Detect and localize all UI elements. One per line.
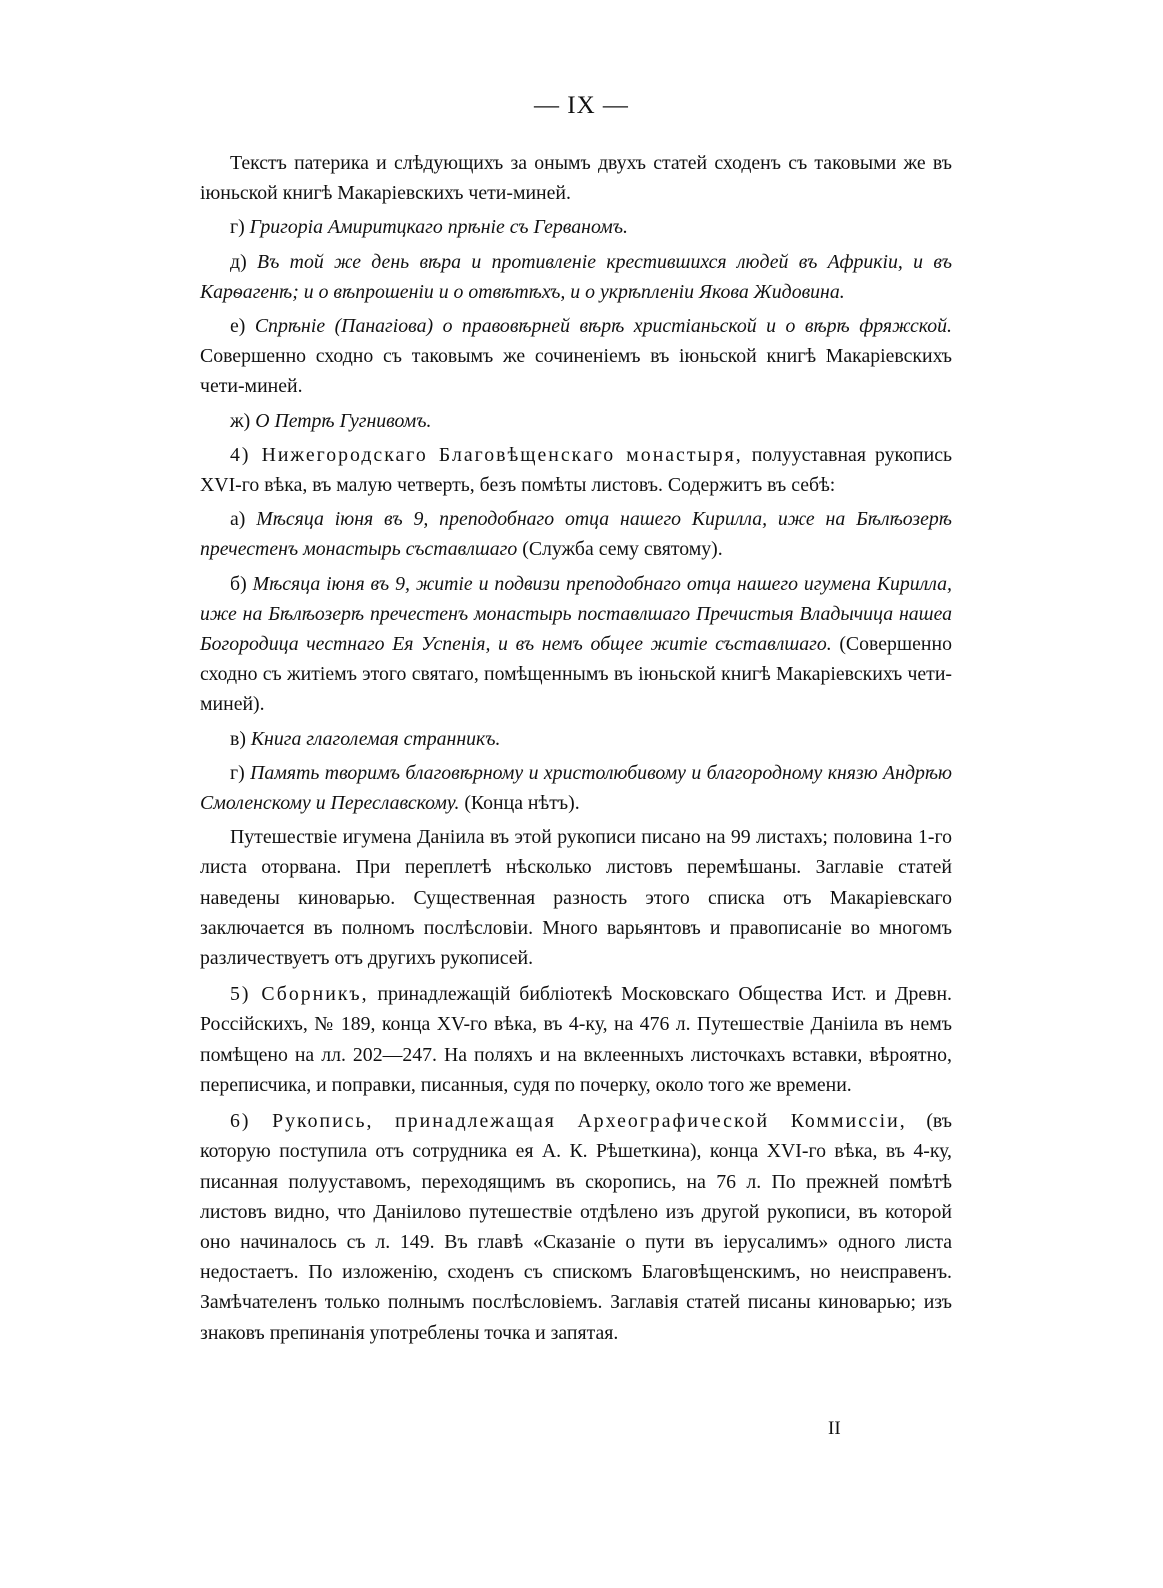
item-title: Григоріа Амиритцкаго прѣніе съ Герваномъ. bbox=[249, 216, 628, 239]
paragraph-10 bbox=[200, 758, 952, 818]
paragraph-1: Текстъ патерика и слѣдующихъ за онымъ двухъ статей сходенъ съ таковыми же въ іюньской книгѣ Макаріевскихъ чети-миней. bbox=[200, 152, 952, 205]
item-title: Мѣсяца іюня въ 9, преподобнаго отца нашего Кирилла, иже на Бѣлѣозерѣ пречестенъ монастырь съставлшаго bbox=[200, 508, 953, 561]
item-title: Спрѣніе (Панагіова) о правовѣрней вѣрѣ христіаньской и о вѣрѣ фряжской. bbox=[254, 315, 952, 338]
manuscript-description: (въ которую поступила отъ сотрудника ея А. К. Рѣшеткина), конца XVI-го вѣка, въ 4-ку, писанная полууставомъ, переходящимъ въ скоропись, на 76 л. По прежней помѣтѣ листовъ видно, что Даніилово путешествіе отдѣлено изъ другой рукописи, въ которой оно начиналось съ л. 149. Въ главѣ «Сказаніе о пути въ іерусалимъ» одного листа недостаетъ. По изложенію, сходенъ съ спискомъ Благовѣщенскимъ, но неисправенъ. Замѣчателенъ только полнымъ послѣсловіемъ. Заглавія статей писаны киноварью; изъ знаковъ препинанія употреблены точка и запятая. bbox=[200, 1110, 952, 1344]
item-comment: (Служба сему святому). bbox=[517, 538, 723, 561]
item-marker: г) bbox=[230, 216, 245, 239]
item-comment: (Конца нѣтъ). bbox=[459, 792, 580, 815]
paragraph-5 bbox=[200, 406, 952, 436]
item-comment: (Совершенно сходно съ житіемъ этого святаго, помѣщеннымъ въ іюньской книгѣ Макаріевскихъ чети-миней). bbox=[200, 633, 952, 716]
item-marker: д) bbox=[230, 250, 247, 273]
paragraph-11: Путешествіе игумена Даніила въ этой рукописи писано на 99 листахъ; половина 1-го листа оторвана. При переплетѣ нѣсколько листовъ перемѣшаны. Заглавіе статей наведены киноварью. Существенная разность этого списка отъ Макаріевскаго заключается въ полномъ послѣсловіи. Много варьянтовъ и правописаніе во многомъ различествуетъ отъ другихъ рукописей. bbox=[200, 826, 952, 970]
item-title: Память творимъ благовѣрному и христолюбивому и благородному князю Андрѣю Смоленскому и Переславскому. bbox=[200, 761, 952, 815]
manuscript-description: полууставная рукопись XVI-го вѣка, въ малую четверть, безъ помѣты листовъ. Содержитъ въ себѣ: bbox=[200, 443, 952, 497]
item-title: Книга глаголемая странникъ. bbox=[250, 727, 501, 750]
page-number: — IX — bbox=[534, 92, 629, 119]
item-title: Мѣсяца іюня въ 9, житіе и подвизи преподобнаго отца нашего игумена Кирилла, иже на Бѣлѣозерѣ пречестенъ монастырь поставлшаго Пречистыя Владычица нашеа Богородица честнаго Ея Успенія, и въ немъ общее житіе съставлшаго. bbox=[200, 572, 952, 656]
item-marker: б) bbox=[230, 572, 247, 595]
paragraph-4 bbox=[200, 311, 952, 402]
item-comment: Совершенно сходно съ таковымъ же сочиненіемъ въ іюньской книгѣ Макаріевскихъ чети-миней. bbox=[200, 345, 952, 398]
item-marker: е) bbox=[230, 315, 246, 338]
item-title: О Петрѣ Гугнивомъ. bbox=[255, 409, 432, 432]
item-marker: а) bbox=[230, 508, 246, 531]
item-marker: ж) bbox=[230, 409, 251, 432]
body-text bbox=[200, 148, 952, 1354]
manuscript-heading: 5) Сборникъ, bbox=[230, 983, 369, 1006]
signature-mark: II bbox=[828, 1418, 841, 1439]
item-marker: г) bbox=[230, 761, 245, 784]
manuscript-heading: 4) Нижегородскаго Благовѣщенскаго монастыря, bbox=[230, 443, 743, 466]
paragraph-6 bbox=[200, 440, 952, 500]
paragraph-2 bbox=[200, 212, 952, 242]
item-title: Въ той же день вѣра и противленіе крестившихся людей въ Африкіи, и въ Карѳагенѣ; и о вѣпрошеніи и о отвѣтѣхъ, и о укрѣпленіи Якова Жидовина. bbox=[200, 250, 952, 303]
manuscript-description: принадлежащій библіотекѣ Московскаго Общества Ист. и Древн. Россійскихъ, № 189, конца XV-го вѣка, въ 4-ку, на 476 л. Путешествіе Даніила въ немъ помѣщено на лл. 202—247. На поляхъ и на вклеенныхъ листочкахъ вставки, вѣроятно, переписчика, и поправки, писанныя, судя по почерку, около того же времени. bbox=[200, 983, 952, 1096]
paragraph-9 bbox=[200, 724, 952, 754]
paragraph-7 bbox=[200, 504, 952, 564]
manuscript-heading: 6) Рукопись, принадлежащая Археографической Коммиссіи, bbox=[230, 1110, 907, 1133]
paragraph-3 bbox=[200, 247, 952, 307]
paragraph-13 bbox=[200, 1106, 952, 1348]
paragraph-8 bbox=[200, 569, 952, 720]
item-marker: в) bbox=[230, 727, 246, 750]
paragraph-12 bbox=[200, 979, 952, 1100]
